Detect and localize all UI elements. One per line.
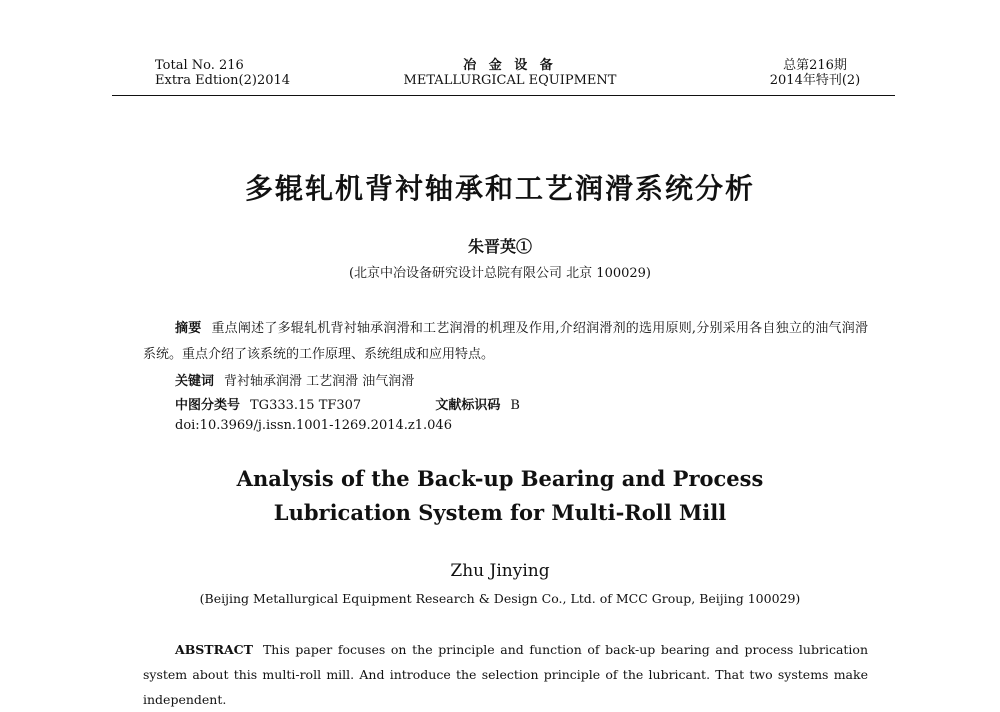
- journal-name-cn: 冶 金 设 备: [463, 58, 557, 73]
- doi: doi:10.3969/j.issn.1001-1269.2014.z1.046: [175, 418, 452, 433]
- header-center: [390, 58, 630, 88]
- paper-title-en-line1: Analysis of the Back-up Bearing and Process: [236, 466, 764, 491]
- issue-number-cn: 总第216期: [783, 58, 847, 73]
- abstract-en: [143, 637, 868, 712]
- classification-label: 中图分类号: [175, 398, 241, 413]
- paper-title-en: [0, 462, 1000, 530]
- classification: [175, 394, 520, 413]
- abstract-en-label: ABSTRACT: [175, 642, 253, 657]
- doc-id-label: 文献标识码: [435, 398, 501, 413]
- keywords: [175, 370, 414, 389]
- abstract-cn-text: 重点阐述了多辊轧机背衬轴承润滑和工艺润滑的机理及作用,介绍润滑剂的选用原则,分别采用各自独立的油气润滑系统。重点介绍了该系统的工作原理、系统组成和应用特点。: [143, 321, 868, 362]
- affiliation-cn: (北京中冶设备研究设计总院有限公司 北京 100029): [348, 266, 652, 281]
- affiliation-en: (Beijing Metallurgical Equipment Research & Design Co., Ltd. of MCC Group, Beijing 100029): [199, 591, 801, 606]
- paper-title-cn: 多辊轧机背衬轴承和工艺润滑系统分析: [244, 172, 755, 205]
- paper-title-en-line2: Lubrication System for Multi-Roll Mill: [273, 500, 727, 525]
- header-left: [155, 58, 375, 88]
- keywords-text: 背衬轴承润滑 工艺润滑 油气润滑: [224, 374, 415, 389]
- author-cn: 朱晋英①: [467, 237, 532, 256]
- issue-number: Total No. 216: [155, 58, 244, 73]
- abstract-en-text: This paper focuses on the principle and function of back-up bearing and process lubrication system about this multi-roll mill. And introduce the selection principle of the lubricant. That two systems make independent.: [143, 642, 868, 707]
- header-right: [720, 58, 910, 88]
- keywords-label: 关键词: [175, 374, 215, 389]
- edition-cn: 2014年特刊(2): [769, 73, 861, 88]
- author-en: Zhu Jinying: [450, 561, 550, 581]
- doc-id-code: B: [510, 398, 520, 413]
- edition: Extra Edtion(2)2014: [155, 73, 291, 88]
- header-rule: [112, 95, 895, 96]
- classification-code: TG333.15 TF307: [250, 398, 362, 413]
- abstract-cn-label: 摘要: [175, 321, 202, 336]
- abstract-cn: [143, 316, 868, 368]
- journal-name-en: METALLURGICAL EQUIPMENT: [403, 73, 617, 88]
